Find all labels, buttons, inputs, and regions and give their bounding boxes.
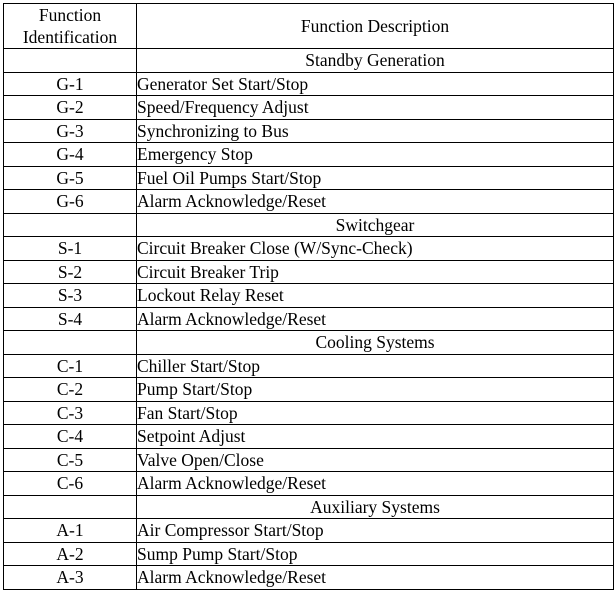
table-row [4,119,614,143]
function-description-cell: Alarm Acknowledge/Reset [137,190,614,214]
header-row [4,4,614,49]
function-description-cell: Fuel Oil Pumps Start/Stop [137,166,614,190]
section-header-row [4,331,614,355]
section-id-blank-cell [4,213,137,237]
section-id-blank-cell [4,49,137,73]
function-description-cell: Sump Pump Start/Stop [137,542,614,566]
section-title: Switchgear [137,213,614,237]
function-id-cell: C-2 [4,378,137,402]
table-row [4,566,614,590]
table-row [4,378,614,402]
function-id-cell: S-4 [4,307,137,331]
table-row [4,519,614,543]
section-title: Standby Generation [137,49,614,73]
section-header-row [4,495,614,519]
function-description-cell: Circuit Breaker Close (W/Sync-Check) [137,237,614,261]
table-row [4,143,614,167]
function-id-cell: C-6 [4,472,137,496]
function-description-cell: Speed/Frequency Adjust [137,96,614,120]
table-row [4,237,614,261]
function-id-cell: S-2 [4,260,137,284]
section-title: Cooling Systems [137,331,614,355]
function-id-cell: G-6 [4,190,137,214]
function-description-cell: Emergency Stop [137,143,614,167]
section-id-blank-cell [4,331,137,355]
section-header-row [4,49,614,73]
function-id-cell: C-1 [4,354,137,378]
function-description-cell: Alarm Acknowledge/Reset [137,566,614,590]
function-id-cell: C-5 [4,448,137,472]
function-id-cell: A-2 [4,542,137,566]
table-row [4,72,614,96]
header-function-identification [4,4,137,49]
function-description-cell: Pump Start/Stop [137,378,614,402]
table-row [4,260,614,284]
function-description-cell: Lockout Relay Reset [137,284,614,308]
function-description-cell: Fan Start/Stop [137,401,614,425]
function-id-cell: G-5 [4,166,137,190]
function-description-cell: Generator Set Start/Stop [137,72,614,96]
table-row [4,354,614,378]
table-row [4,284,614,308]
table-row [4,542,614,566]
function-id-cell: A-1 [4,519,137,543]
table-row [4,472,614,496]
function-id-cell: S-1 [4,237,137,261]
table-row [4,448,614,472]
table-row [4,190,614,214]
table-row [4,401,614,425]
function-description-cell: Synchronizing to Bus [137,119,614,143]
function-description-cell: Alarm Acknowledge/Reset [137,472,614,496]
function-description-cell: Air Compressor Start/Stop [137,519,614,543]
table-row [4,166,614,190]
section-header-row [4,213,614,237]
section-id-blank-cell [4,495,137,519]
table-row [4,425,614,449]
function-description-cell: Chiller Start/Stop [137,354,614,378]
header-function-description: Function Description [137,4,614,49]
function-id-cell: G-4 [4,143,137,167]
function-id-cell: S-3 [4,284,137,308]
function-id-cell: G-3 [4,119,137,143]
table-row [4,307,614,331]
section-title: Auxiliary Systems [137,495,614,519]
function-id-cell: G-2 [4,96,137,120]
function-description-cell: Circuit Breaker Trip [137,260,614,284]
function-table [3,3,614,590]
function-id-cell: G-1 [4,72,137,96]
function-id-cell: C-4 [4,425,137,449]
function-description-cell: Setpoint Adjust [137,425,614,449]
function-id-cell: C-3 [4,401,137,425]
header-id-line1: Function [38,5,102,25]
header-id-line2: Identification [22,27,118,47]
function-id-cell: A-3 [4,566,137,590]
function-description-cell: Valve Open/Close [137,448,614,472]
table-row [4,96,614,120]
function-description-cell: Alarm Acknowledge/Reset [137,307,614,331]
table-body [4,49,614,590]
